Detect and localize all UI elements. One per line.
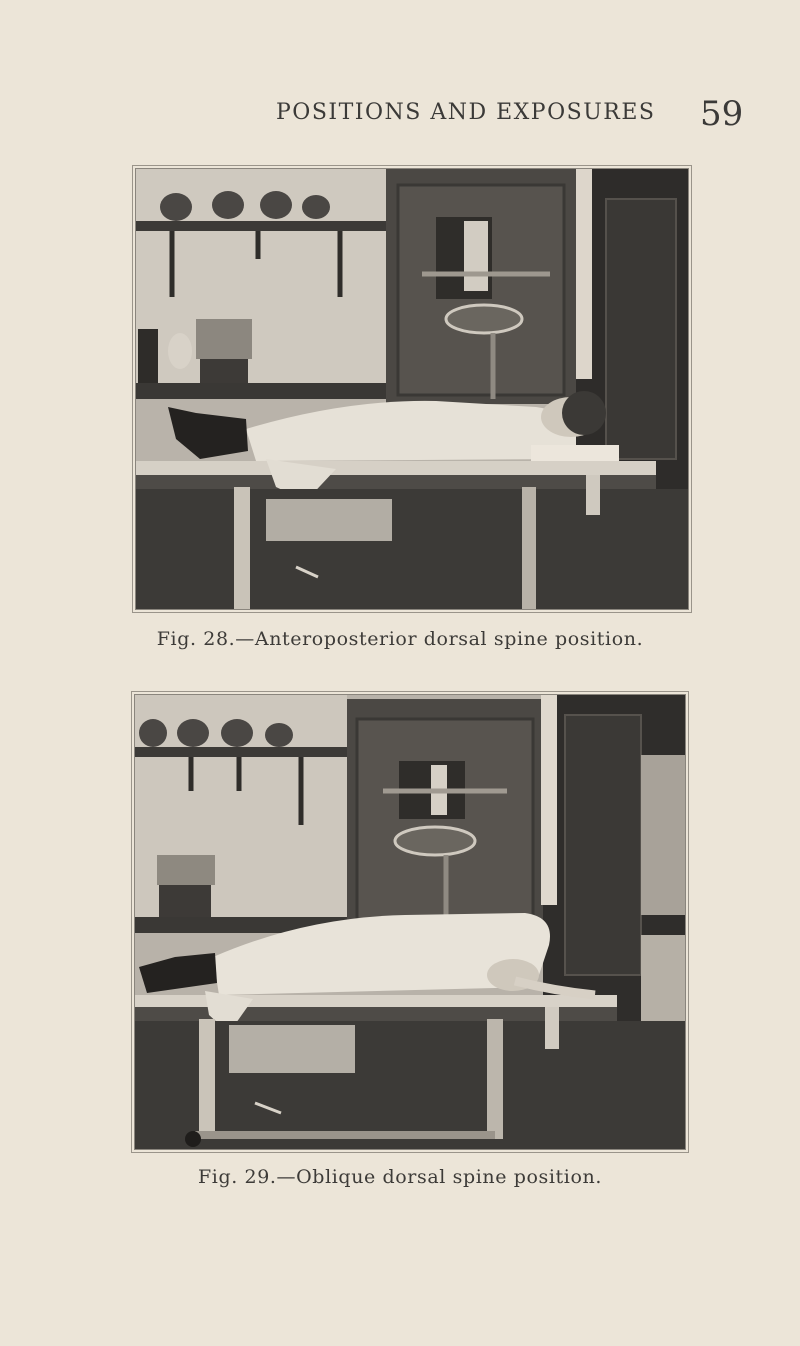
figure-28-illustration [136, 169, 688, 609]
figure-29-illustration [135, 695, 685, 1149]
page-number: 59 [700, 94, 744, 134]
figure-29-caption: Fig. 29.—Oblique dorsal spine position. [198, 1166, 602, 1188]
figure-28-caption: Fig. 28.—Anteroposterior dorsal spine position. [156, 628, 644, 650]
figure-29-photograph [134, 694, 686, 1150]
page-header [0, 94, 800, 138]
running-title: POSITIONS AND EXPOSURES [276, 100, 656, 125]
figure-28-photograph [135, 168, 689, 610]
